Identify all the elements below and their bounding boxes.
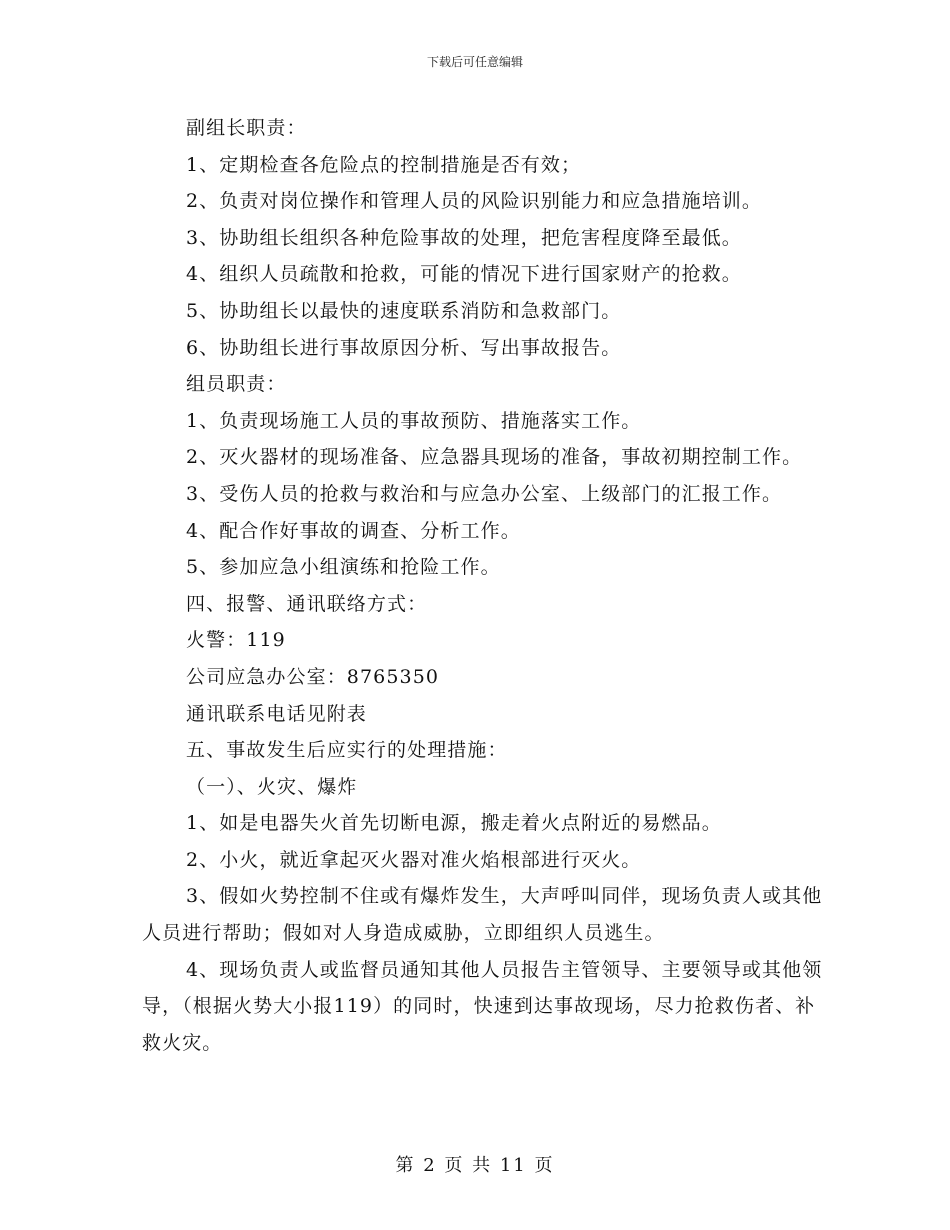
paragraph: 2、小火，就近拿起灭火器对准火焰根部进行灭火。: [186, 848, 642, 871]
page-header: 下载后可任意编辑: [426, 55, 523, 69]
subsection-heading-fire: （一）、火灾、爆炸: [186, 775, 358, 798]
paragraph-member-heading: 组员职责：: [186, 373, 287, 396]
paragraph: 1、如是电器失火首先切断电源，搬走着火点附近的易燃品。: [186, 812, 722, 835]
paragraph: 1、定期检查各危险点的控制措施是否有效；: [186, 153, 582, 176]
paragraph: 4、配合作好事故的调查、分析工作。: [186, 519, 521, 542]
paragraph: 3、受伤人员的抢救与救治和与应急办公室、上级部门的汇报工作。: [186, 482, 783, 505]
paragraph: 3、假如火势控制不住或有爆炸发生，大声呼叫同伴，现场负责人或其他人员进行帮助；假如对人身造成威胁，立即组织人员逃生。: [142, 885, 823, 945]
paragraph: 5、参加应急小组演练和抢险工作。: [186, 556, 501, 579]
page-number: 第 2 页 共 11 页: [395, 1155, 555, 1176]
paragraph: 1、负责现场施工人员的事故预防、措施落实工作。: [186, 409, 642, 432]
paragraph: 2、负责对岗位操作和管理人员的风险识别能力和应急措施培训。: [186, 190, 762, 213]
paragraph: 6、协助组长进行事故原因分析、写出事故报告。: [186, 336, 622, 359]
section-heading-contact: 四、报警、通讯联络方式：: [186, 592, 428, 615]
paragraph: 2、灭火器材的现场准备、应急器具现场的准备，事故初期控制工作。: [186, 446, 803, 469]
document-body: [142, 110, 832, 1061]
section-heading-measures: 五、事故发生后应实行的处理措施：: [186, 739, 508, 762]
paragraph-fire-number: 火警：119: [186, 629, 286, 652]
paragraph: 5、协助组长以最快的速度联系消防和急救部门。: [186, 299, 622, 322]
paragraph: 通讯联系电话见附表: [186, 702, 367, 725]
paragraph-deputy-leader-heading: 副组长职责：: [186, 117, 307, 139]
paragraph: 4、组织人员疏散和抢救，可能的情况下进行国家财产的抢救。: [186, 263, 742, 286]
paragraph: 3、协助组长组织各种危险事故的处理，把危害程度降至最低。: [186, 226, 742, 249]
paragraph-office-number: 公司应急办公室：8765350: [186, 665, 440, 688]
paragraph: 4、现场负责人或监督员通知其他人员报告主管领导、主要领导或其他领导，（根据火势大小报119）的同时，快速到达事故现场，尽力抢救伤者、补救火灾。: [142, 958, 823, 1054]
